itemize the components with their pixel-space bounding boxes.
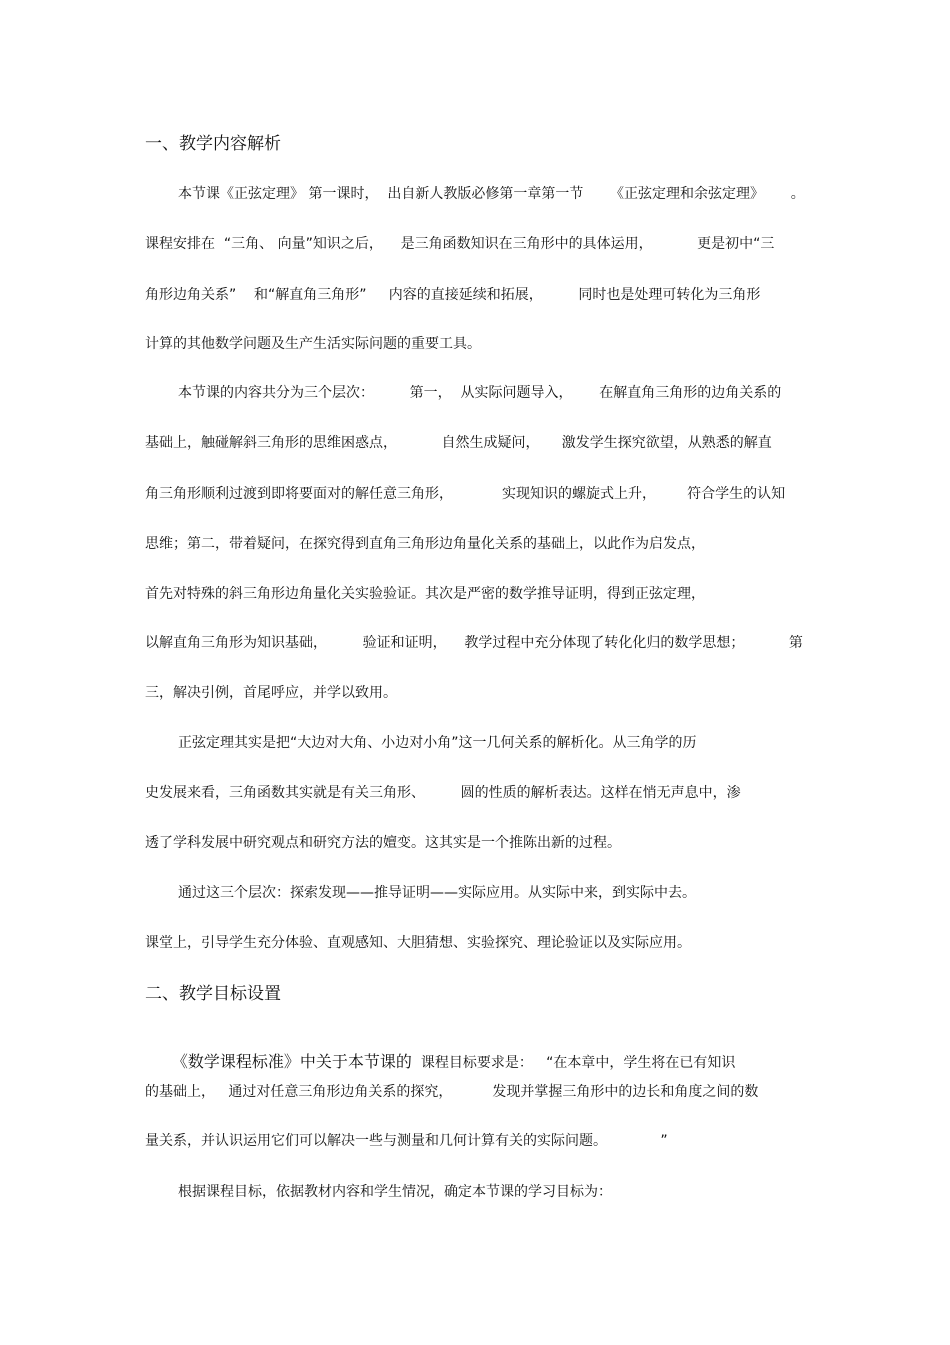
- curriculum-goal-text: 课程目标要求是： “在本章中，学生将在已有知识: [411, 1055, 736, 1071]
- paragraph-line: 课堂上，引导学生充分体验、直观感知、大胆猜想、实验探究、理论验证以及实际应用。: [145, 935, 691, 951]
- paragraph-line: 三，解决引例，首尾呼应，并学以致用。: [145, 685, 397, 701]
- paragraph-line: 本节课《正弦定理》 第一课时， 出自新人教版必修第一章第一节 《正弦定理和余弦定理》 。: [178, 186, 805, 202]
- paragraph-line: 正弦定理其实是把“大边对大角、小边对小角”这一几何关系的解析化。从三角学的历: [178, 735, 697, 751]
- paragraph-line: 本节课的内容共分为三个层次： 第一， 从实际问题导入， 在解直角三角形的边角关系的: [178, 385, 782, 401]
- heading-teaching-goals: 二、教学目标设置: [145, 984, 281, 1004]
- paragraph-line: 首先对特殊的斜三角形边角量化关实验验证。其次是严密的数学推导证明，得到正弦定理，: [145, 586, 705, 602]
- paragraph-line: 课程安排在 “三角、 向量”知识之后， 是三角函数知识在三角形中的具体运用， 更是初中“三: [145, 236, 775, 252]
- paragraph-line: 根据课程目标，依据教材内容和学生情况，确定本节课的学习目标为：: [178, 1184, 612, 1200]
- paragraph-line: 量关系，并认识运用它们可以解决一些与测量和几何计算有关的实际问题。 ”: [145, 1133, 668, 1149]
- paragraph-line: 基础上，触碰解斜三角形的思维困惑点， 自然生成疑问， 激发学生探究欲望，从熟悉的解直: [145, 435, 772, 451]
- paragraph-line: 透了学科发展中研究观点和研究方法的嬗变。这其实是一个推陈出新的过程。: [145, 835, 621, 851]
- paragraph-line-first: [163, 1032, 736, 1071]
- paragraph-line: 思维；第二，带着疑问，在探究得到直角三角形边角量化关系的基础上，以此作为启发点，: [145, 536, 705, 552]
- paragraph-line: 角形边角关系” 和“解直角三角形” 内容的直接延续和拓展， 同时也是处理可转化为三角形: [145, 287, 761, 303]
- paragraph-line: 以解直角三角形为知识基础， 验证和证明， 教学过程中充分体现了转化化归的数学思想； 第: [145, 635, 803, 651]
- paragraph-line: 计算的其他数学问题及生产生活实际问题的重要工具。: [145, 336, 481, 352]
- paragraph-line: 角三角形顺利过渡到即将要面对的解任意三角形， 实现知识的螺旋式上升， 符合学生的认知: [145, 486, 786, 502]
- paragraph-line: 通过这三个层次：探索发现——推导证明——实际应用。从实际中来，到实际中去。: [178, 885, 696, 901]
- paragraph-line: 史发展来看，三角函数其实就是有关三角形、 圆的性质的解析表达。这样在悄无声息中，渗: [145, 785, 741, 801]
- heading-teaching-content: 一、教学内容解析: [145, 134, 281, 154]
- curriculum-standard-quote: 《数学课程标准》中关于本节课的: [171, 1052, 412, 1071]
- paragraph-line: 的基础上， 通过对任意三角形边角关系的探究， 发现并掌握三角形中的边长和角度之间的数: [145, 1084, 759, 1100]
